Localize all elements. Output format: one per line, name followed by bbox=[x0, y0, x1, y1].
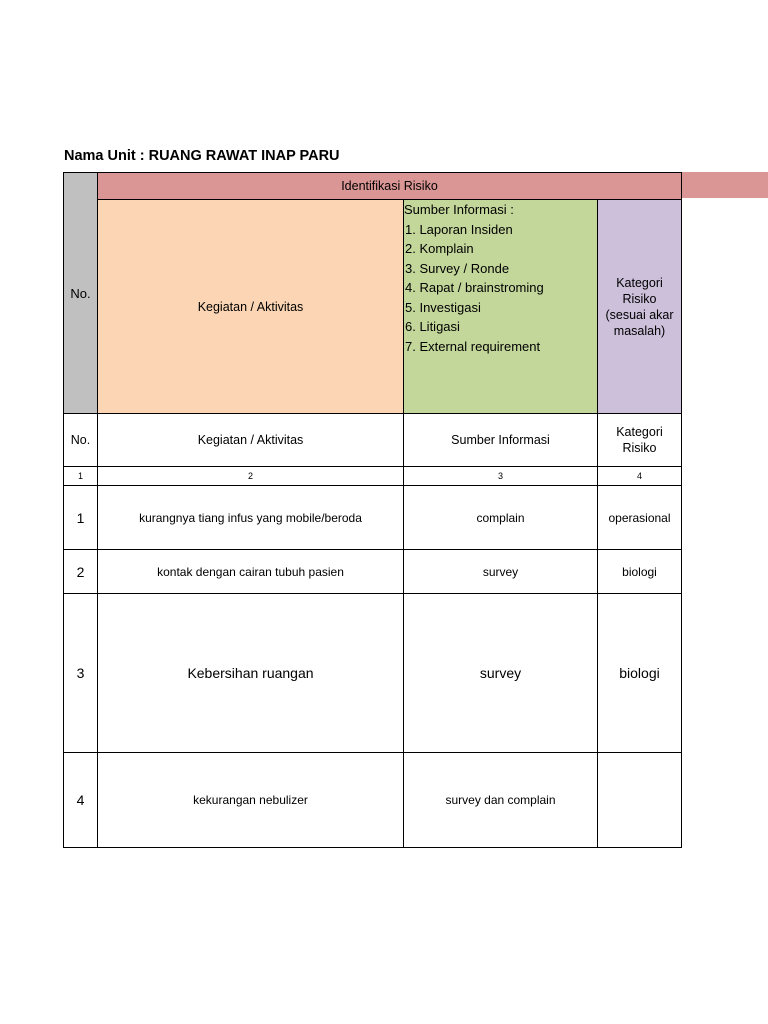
sub-sumber-header: Sumber Informasi bbox=[404, 414, 598, 467]
sumber-item: 6. Litigasi bbox=[405, 319, 460, 334]
row-kegiatan: kontak dengan cairan tubuh pasien bbox=[98, 550, 404, 594]
sub-kegiatan-header: Kegiatan / Aktivitas bbox=[98, 414, 404, 467]
row-sumber: complain bbox=[404, 486, 598, 550]
table-row bbox=[64, 753, 682, 848]
row-no: 4 bbox=[64, 753, 98, 848]
identifikasi-risiko-header: Identifikasi Risiko bbox=[98, 173, 682, 200]
row-kegiatan: Kebersihan ruangan bbox=[98, 594, 404, 753]
column-number: 4 bbox=[598, 467, 682, 486]
sumber-item: 5. Investigasi bbox=[405, 299, 481, 315]
sub-no-header: No. bbox=[64, 414, 98, 467]
header-band-extension bbox=[680, 172, 768, 198]
column-number-row bbox=[64, 467, 682, 486]
row-no: 3 bbox=[64, 594, 98, 753]
sub-kategori-line: Risiko bbox=[622, 441, 657, 455]
row-sumber: survey bbox=[404, 594, 598, 753]
header-row-top bbox=[64, 173, 682, 200]
sumber-item: 4. Rapat / brainstroming bbox=[405, 280, 544, 295]
kategori-label-line: masalah) bbox=[613, 323, 666, 338]
column-number: 3 bbox=[404, 467, 598, 486]
no-header: No. bbox=[64, 173, 98, 414]
column-number: 2 bbox=[98, 467, 404, 486]
sumber-item: 1. Laporan Insiden bbox=[405, 221, 513, 237]
subheader-row bbox=[64, 414, 682, 467]
column-number: 1 bbox=[64, 467, 98, 486]
kategori-label-line: Kategori bbox=[616, 275, 663, 290]
sumber-informasi-list bbox=[404, 220, 597, 357]
sumber-item: 7. External requirement bbox=[405, 338, 541, 354]
row-kategori: biologi bbox=[598, 550, 682, 594]
risk-identification-table bbox=[63, 172, 682, 848]
kategori-label-line: Risiko bbox=[622, 291, 657, 306]
row-kategori: biologi bbox=[598, 594, 682, 753]
sub-kategori-line: Kategori bbox=[616, 425, 663, 439]
row-kegiatan: kekurangan nebulizer bbox=[98, 753, 404, 848]
sumber-informasi-header bbox=[404, 200, 598, 414]
sumber-item: 2. Komplain bbox=[405, 241, 474, 256]
unit-title: Nama Unit : RUANG RAWAT INAP PARU bbox=[64, 148, 340, 164]
row-kategori: operasional bbox=[598, 486, 682, 550]
row-no: 2 bbox=[64, 550, 98, 594]
table-row bbox=[64, 550, 682, 594]
kategori-label-line: (sesuai akar bbox=[605, 307, 674, 322]
table-row bbox=[64, 594, 682, 753]
sub-kategori-header bbox=[598, 414, 682, 467]
row-no: 1 bbox=[64, 486, 98, 550]
kegiatan-header: Kegiatan / Aktivitas bbox=[98, 200, 404, 414]
table-row bbox=[64, 486, 682, 550]
row-kegiatan: kurangnya tiang infus yang mobile/beroda bbox=[98, 486, 404, 550]
row-sumber: survey dan complain bbox=[404, 753, 598, 848]
sumber-informasi-title: Sumber Informasi : bbox=[404, 202, 514, 217]
row-sumber: survey bbox=[404, 550, 598, 594]
header-row-main bbox=[64, 200, 682, 414]
kategori-risiko-header bbox=[598, 200, 682, 414]
sumber-item: 3. Survey / Ronde bbox=[405, 260, 510, 276]
row-kategori bbox=[598, 753, 682, 848]
